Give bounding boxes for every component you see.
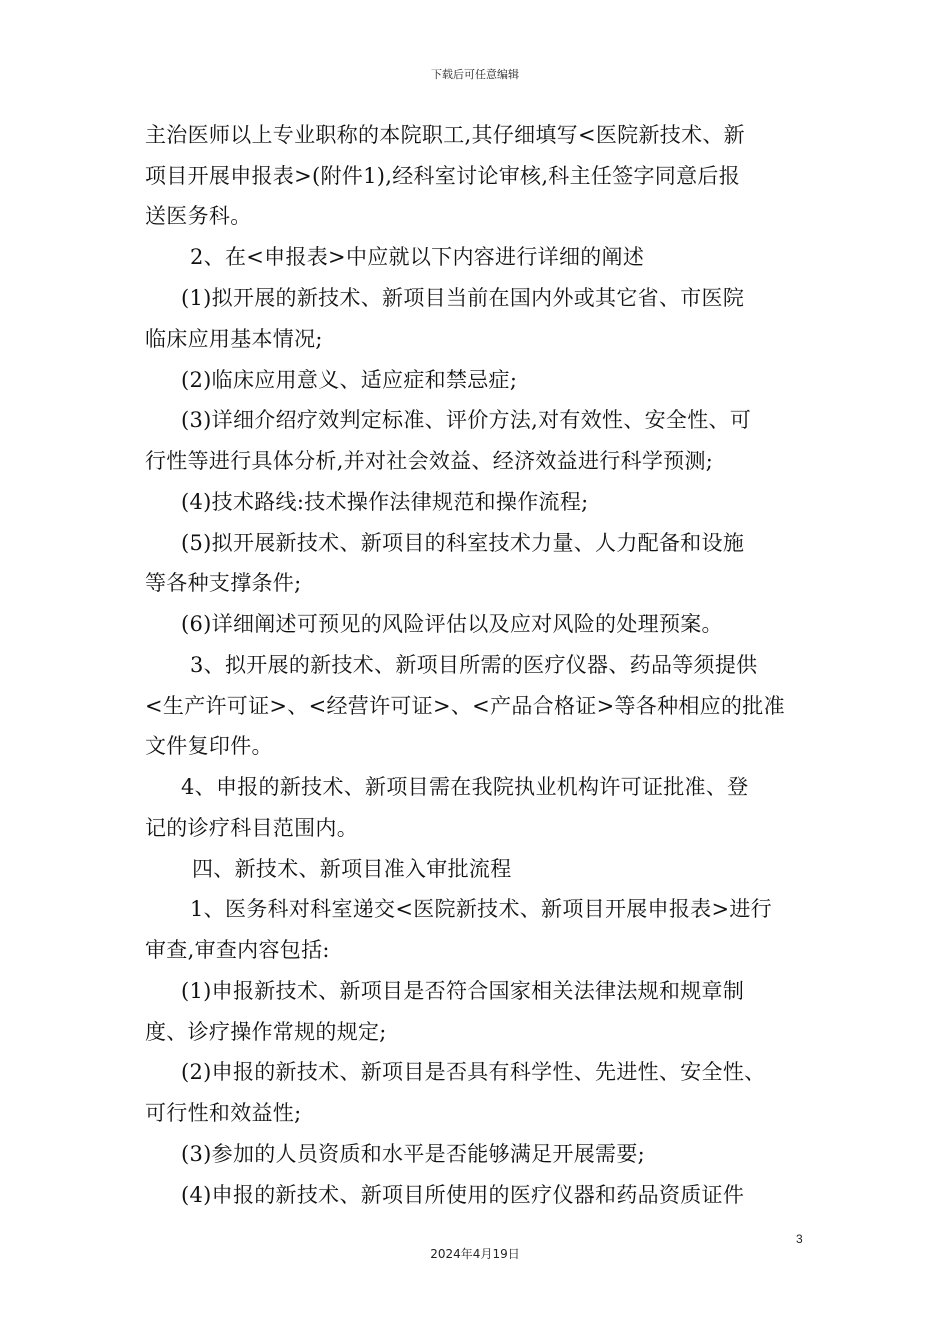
body-line: 行性等进行具体分析,并对社会效益、经济效益进行科学预测; — [145, 449, 714, 473]
body-line: 可行性和效益性; — [145, 1101, 302, 1125]
body-line: (3)参加的人员资质和水平是否能够满足开展需要; — [181, 1142, 646, 1166]
body-line: (4)技术路线:技术操作法律规范和操作流程; — [181, 490, 589, 514]
body-line: (1)申报新技术、新项目是否符合国家相关法律法规和规章制 — [181, 979, 745, 1003]
body-line: 审查,审查内容包括: — [145, 938, 330, 962]
body-line: 1、医务科对科室递交<医院新技术、新项目开展申报表>进行 — [190, 897, 772, 921]
body-line: 2、在<申报表>中应就以下内容进行详细的阐述 — [190, 245, 645, 269]
body-line: 等各种支撑条件; — [145, 571, 302, 595]
body-line: (6)详细阐述可预见的风险评估以及应对风险的处理预案。 — [181, 612, 723, 636]
body-line: 3、拟开展的新技术、新项目所需的医疗仪器、药品等须提供 — [190, 653, 758, 677]
body-line: (4)申报的新技术、新项目所使用的医疗仪器和药品资质证件 — [181, 1183, 745, 1207]
body-line: (5)拟开展新技术、新项目的科室技术力量、人力配备和设施 — [181, 531, 745, 555]
body-line: 临床应用基本情况; — [145, 327, 323, 351]
body-line: 文件复印件。 — [145, 734, 273, 758]
page-header: 下载后可任意编辑 — [431, 68, 519, 81]
body-line: 记的诊疗科目范围内。 — [145, 816, 358, 840]
body-line: (2)申报的新技术、新项目是否具有科学性、先进性、安全性、 — [181, 1060, 766, 1084]
section-heading: 四、新技术、新项目准入审批流程 — [192, 857, 512, 881]
body-line: 项目开展申报表>(附件1),经科室讨论审核,科主任签字同意后报 — [145, 164, 740, 188]
body-line: (1)拟开展的新技术、新项目当前在国内外或其它省、市医院 — [181, 286, 745, 310]
page-number: 3 — [796, 1232, 803, 1246]
body-line: 度、诊疗操作常规的规定; — [145, 1020, 387, 1044]
body-line: (3)详细介绍疗效判定标准、评价方法,对有效性、安全性、可 — [181, 408, 752, 432]
body-line: 送医务科。 — [145, 204, 252, 228]
body-line: (2)临床应用意义、适应症和禁忌症; — [181, 368, 518, 392]
body-line: <生产许可证>、<经营许可证>、<产品合格证>等各种相应的批准 — [145, 694, 785, 718]
body-line: 主治医师以上专业职称的本院职工,其仔细填写<医院新技术、新 — [145, 123, 745, 147]
body-line: 4、申报的新技术、新项目需在我院执业机构许可证批准、登 — [181, 775, 749, 799]
footer-date: 2024年4月19日 — [430, 1247, 520, 1261]
